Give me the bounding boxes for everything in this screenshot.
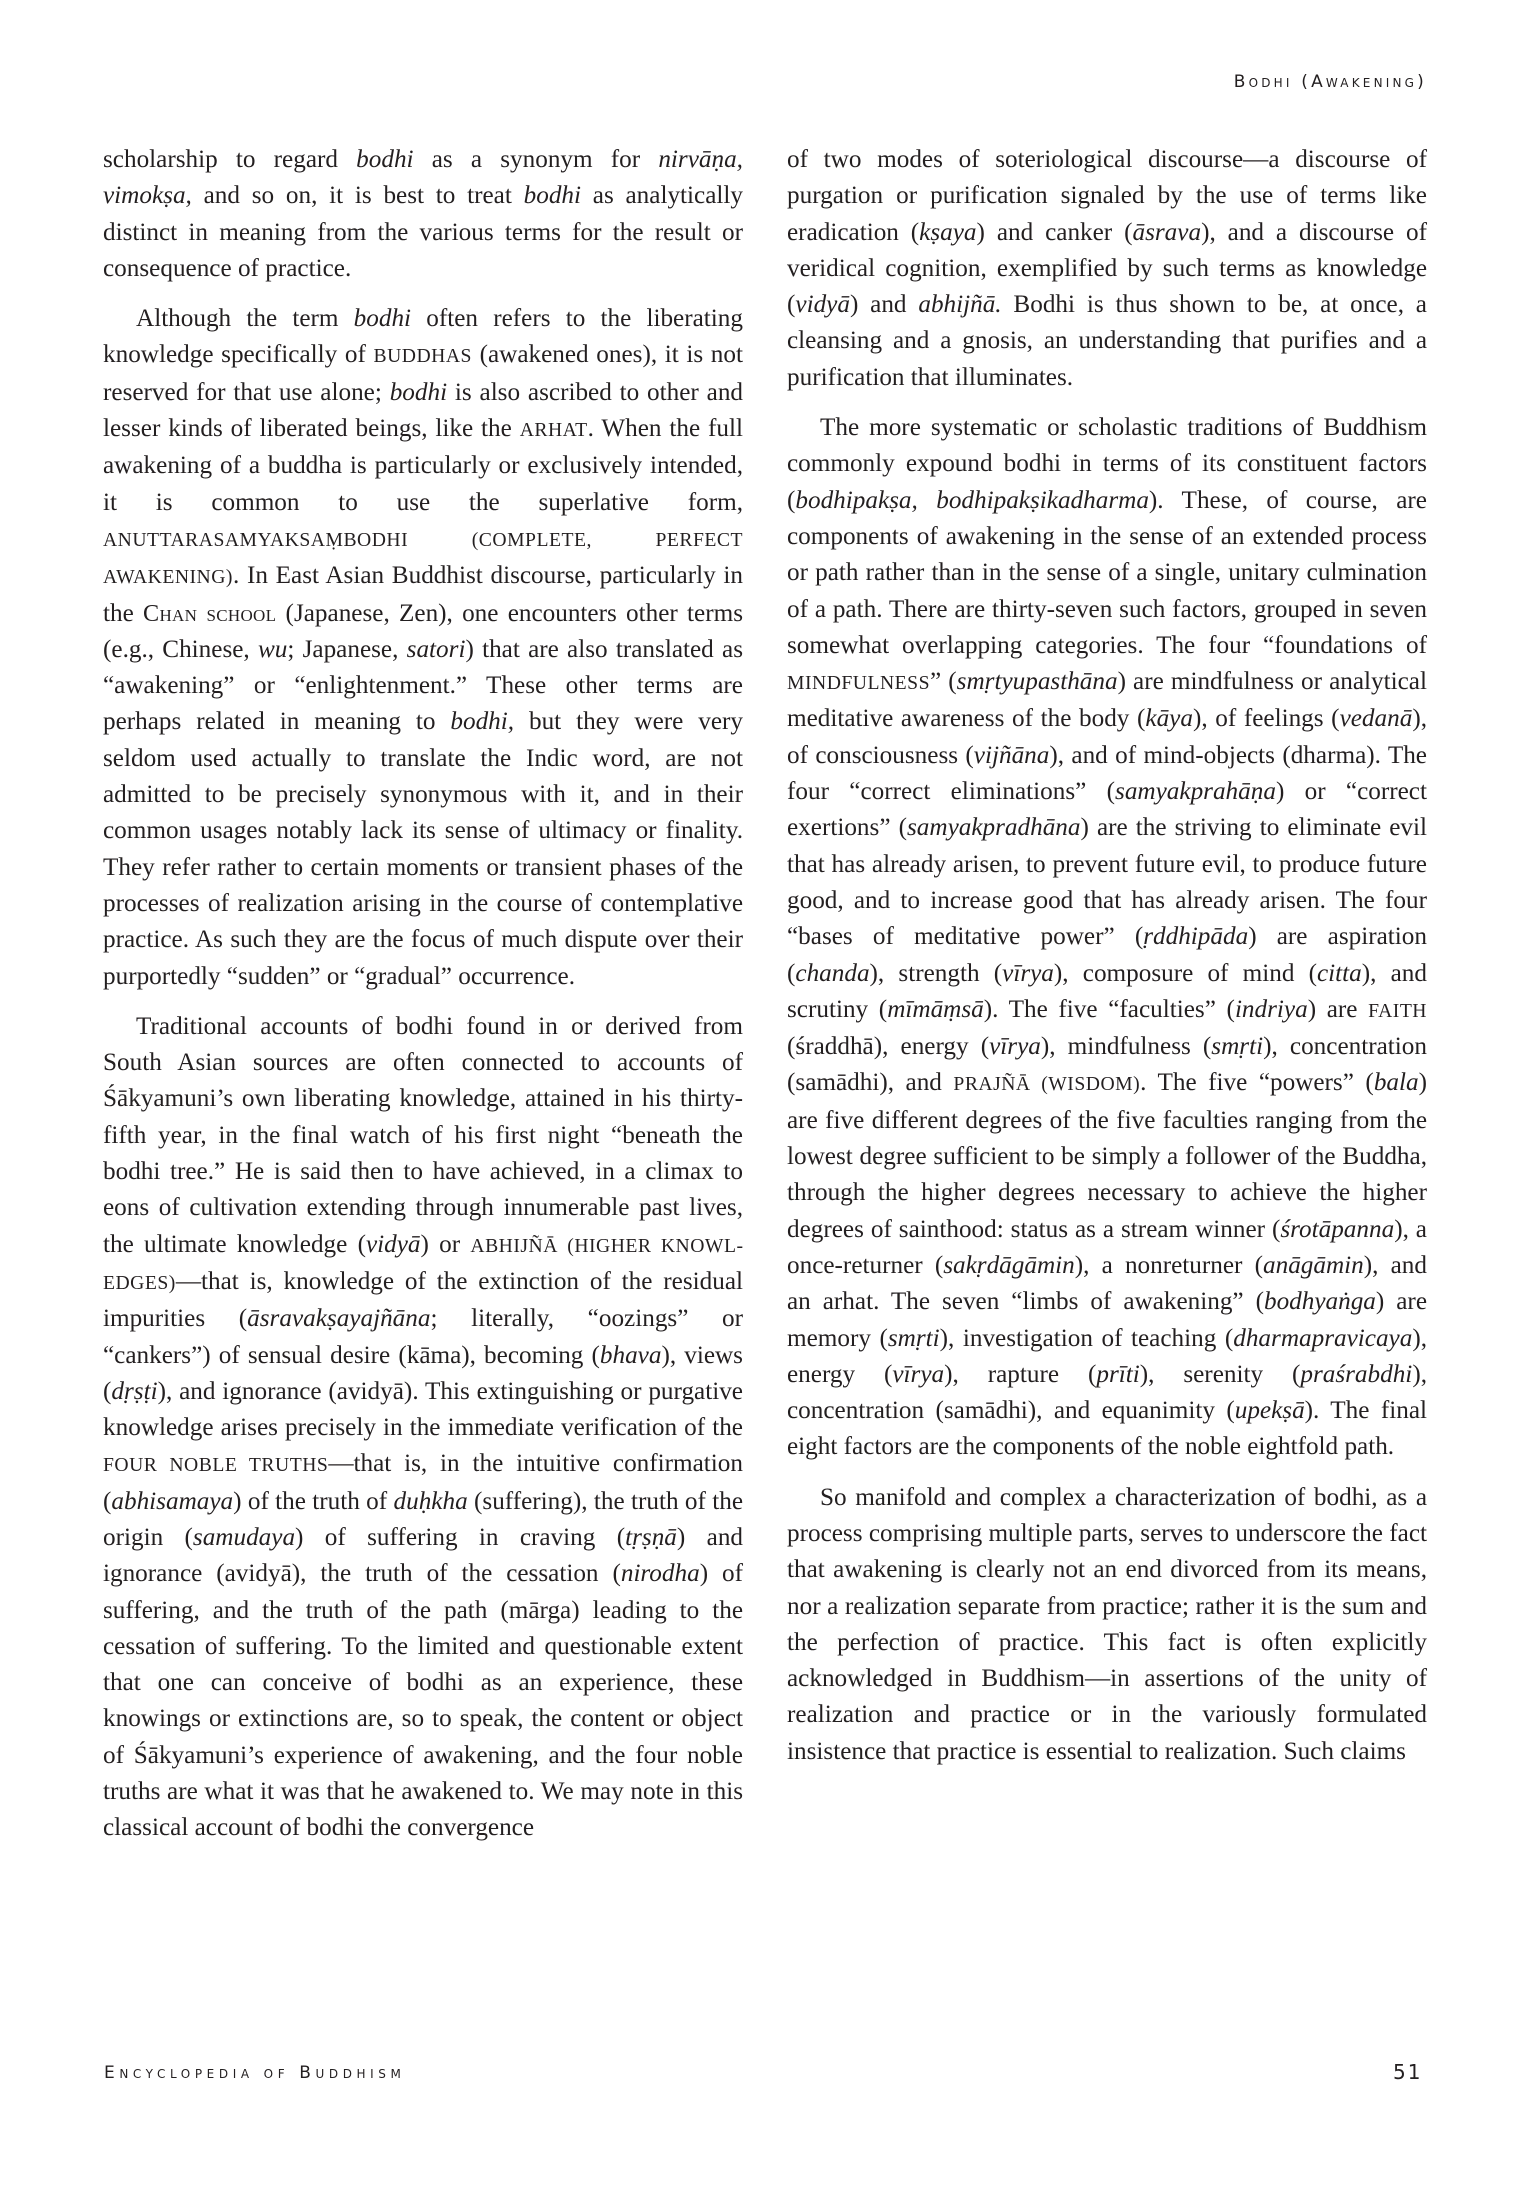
footer-book-title: Encyclopedia of Buddhism [104, 2063, 406, 2083]
text-run: ) that are also translated as “awakening” or “enlightenment.” These other terms are perhaps related in meaning to [103, 635, 743, 736]
text-run: (śraddhā), energy ( [787, 1033, 990, 1061]
italic-term: ṛddhipāda [1143, 923, 1249, 951]
text-run: ) are [1307, 995, 1369, 1023]
paragraph [787, 142, 1427, 396]
cross-reference-link[interactable]: MINDFULNESS [787, 672, 931, 695]
paragraph [103, 142, 743, 287]
text-run: ) are memory ( [787, 1288, 1427, 1352]
text-run: ) and ignorance (avidyā), the truth of the cessation ( [103, 1523, 744, 1588]
text-run: ). These, of course, are components of awakening in the sense of an extended process or path rather than in the sense of a single, unitary culmination of a path. There are thirty-seven such factors, grouped in seven somewhat overlapping categories. The four “foundations of [787, 486, 1427, 659]
text-run: ), a once-returner ( [787, 1215, 1427, 1279]
text-run: ), a nonreturner ( [1074, 1251, 1264, 1279]
cross-reference-link[interactable]: ABHIJÑĀ (HIGHER KNOWLEDGES) [103, 1234, 743, 1294]
italic-term: smṛti [1211, 1033, 1264, 1061]
page-number: 51 [1393, 2060, 1423, 2084]
italic-term: kāya [1145, 705, 1193, 733]
italic-term: nirvāṇa, vimokṣa, [103, 146, 743, 210]
text-run: ), investigation of teaching ( [939, 1324, 1234, 1352]
text-run: . When the full awakening of a buddha is particularly or exclusively intended, it is common to use the superlative form, [103, 415, 743, 516]
italic-term: vidyā [365, 1230, 421, 1258]
text-run: ), and scrutiny ( [787, 959, 1427, 1023]
text-run: ” ( [930, 668, 957, 696]
text-run: ) of suffering, and the truth of the path (mārga) leading to the cessation of suffering. To the limited and questionable extent that one can conceive of bodhi as an experience, these knowings or extinctions are, so to speak, the content or object of Śākyamuni’s experience of awakening, and the four noble truths are what it was that he awakened to. We may note in this classical account of bodhi the convergence [103, 1560, 743, 1842]
text-run: ; literally, “oozings” or “cankers”) of sensual desire (kāma), becoming ( [103, 1305, 743, 1369]
text-run: and so on, it is best to treat [191, 182, 524, 210]
italic-term: bala [1373, 1069, 1419, 1097]
italic-term: chanda [795, 959, 870, 987]
text-run: —that is, knowledge of the extinction of the residual impurities ( [103, 1267, 743, 1333]
paragraph [103, 1009, 743, 1847]
italic-term: wu [257, 635, 288, 663]
text-run: (Japanese, Zen), one encounters other terms (e.g., Chinese, [103, 599, 744, 663]
italic-term: sakṛdāgāmin [943, 1251, 1075, 1279]
text-run: ), rapture ( [944, 1360, 1097, 1388]
text-run: ) are mindfulness or analytical meditative awareness of the body ( [787, 668, 1427, 733]
italic-term: dharmapravicaya [1233, 1324, 1413, 1352]
text-run: So manifold and complex a characterization of bodhi, as a process comprising multiple parts, serves to underscore the fact that awakening is clearly not an end divorced from its means, nor a realization separate from practice; rather it is the sum and the perfection of practice. This fact is often explicitly acknowledged in Buddhism—in assertions of the unity of realization and practice or in the variously formulated insistence that practice is essential to realization. Such claims [787, 1483, 1427, 1765]
text-run: ), views ( [103, 1341, 743, 1405]
text-run: ; Japanese, [287, 635, 407, 663]
text-run: ), and a discourse of veridical cognition, exemplified by such terms as knowledge ( [787, 218, 1427, 319]
italic-term: bodhi [353, 305, 412, 333]
italic-term: bodhyaṅga [1263, 1288, 1376, 1316]
cross-reference-link[interactable]: BUDDHAS [373, 345, 472, 368]
italic-term: prīti [1096, 1360, 1140, 1388]
italic-term: bodhi [356, 146, 414, 173]
italic-term: vīrya [1002, 959, 1054, 987]
cross-reference-link[interactable]: ANUTTARASAMYAKSAṂBODHI (COMPLETE, PERFECT AWAKENING) [103, 528, 743, 589]
text-run: Traditional accounts of bodhi found in or derived from South Asian sources are often connected to accounts of Śākyamuni’s own liberating knowledge, attained in his thirty-fifth year, in the final watch of his first night “beneath the bodhi tree.” He is said then to have achieved, in a climax to eons of cultivation extending through innumerable past lives, the ultimate knowledge ( [103, 1012, 743, 1258]
text-run: ), energy ( [787, 1324, 1428, 1388]
running-head: Bodhi (Awakening) [1233, 72, 1427, 92]
text-run: ), composure of mind ( [1053, 959, 1317, 987]
italic-term: indriya [1234, 995, 1308, 1023]
text-run: ), and of mind-objects (dharma). The four “correct eliminations” ( [787, 741, 1427, 806]
italic-term: smṛtyupasthāna [956, 668, 1118, 696]
italic-term: vīrya [892, 1360, 945, 1388]
text-run: but they were very seldom used actually to translate the Indic word, are not admitted to be precisely synonymous with it, and in their common usages notably lack its sense of ultimacy or finality. They refer rather to certain moments or transient phases of the processes of realization arising in the course of contemplative practice. As such they are the focus of much dispute over their purportedly “sudden” or “gradual” occurrence. [103, 708, 743, 990]
italic-term: smṛti [887, 1324, 940, 1352]
italic-term: citta [1316, 959, 1362, 987]
text-run: ). The final eight factors are the components of the noble eightfold path. [787, 1397, 1427, 1461]
italic-term: vijñāna [973, 741, 1050, 769]
text-run: —that is, in the intuitive confirmation ( [103, 1450, 743, 1515]
text-run: ) or “correct exertions” ( [787, 778, 1427, 842]
italic-term: satori [406, 635, 466, 663]
text-run: ), mindfulness ( [1040, 1033, 1212, 1061]
text-run: ) of the truth of [233, 1487, 394, 1515]
text-run: as analytically distinct in meaning from the various terms for the result or consequence of practice. [103, 182, 743, 282]
text-run: . In East Asian Buddhist discourse, particularly in the [103, 562, 743, 627]
cross-reference-link[interactable]: FAITH [1368, 999, 1427, 1022]
italic-term: praśrabdhi [1300, 1360, 1413, 1388]
italic-term: vedanā [1339, 705, 1413, 733]
italic-term: āsravakṣayajñāna [247, 1305, 431, 1333]
italic-term: samyakprahāṇa [1115, 778, 1276, 806]
cross-reference-link[interactable]: Chan school [143, 599, 277, 627]
text-run: ) are five different degrees of the five faculties ranging from the lowest degree sufficient to be simply a follower of the Buddha, through the higher degrees necessary to achieve the higher degrees of sainthood: status as a stream winner ( [787, 1069, 1427, 1243]
paragraph [787, 1480, 1427, 1770]
paragraph [103, 301, 743, 995]
text-run: ), serenity ( [1139, 1360, 1301, 1388]
italic-term: bodhi [523, 182, 581, 210]
italic-term: upekṣā [1234, 1397, 1305, 1425]
text-run: ) are the striving to eliminate evil that has already arisen, to prevent future evil, to produce future good, and to increase good that has already arisen. The four “bases of meditative power” ( [787, 814, 1427, 951]
italic-term: bodhipakṣa, bodhipakṣikadharma [795, 486, 1149, 514]
text-run: ), concentration (samādhi), and [787, 1033, 1427, 1097]
italic-term: mīmāṃsā [887, 995, 984, 1023]
italic-term: abhisamaya [111, 1487, 234, 1515]
text-run: ) of suffering in craving ( [295, 1523, 626, 1551]
text-run: (suffering), the truth of the origin ( [103, 1487, 743, 1551]
italic-term: duḥkha [393, 1487, 468, 1515]
cross-reference-link[interactable]: PRAJÑĀ (WISDOM) [953, 1073, 1141, 1096]
text-run: Although the term [136, 305, 354, 333]
text-run: The more systematic or scholastic traditions of Buddhism commonly expound bodhi in terms of its constituent factors ( [787, 414, 1427, 514]
italic-term: vidyā [795, 291, 850, 319]
italic-term: tṛṣṇā [625, 1523, 677, 1551]
text-run: of two modes of soteriological discourse—a discourse of purgation or purification signaled by the use of terms like eradication ( [787, 146, 1427, 246]
text-run: ). The five “faculties” ( [983, 995, 1235, 1023]
text-run: ) and [849, 291, 919, 319]
text-run: ), of feelings ( [1192, 705, 1340, 733]
italic-term: samyakpradhāna [906, 814, 1081, 842]
text-run: often refers to the liberating knowledge specifically of [103, 305, 743, 369]
text-run: . The five “powers” ( [1140, 1069, 1374, 1097]
italic-term: bodhi, [450, 708, 515, 736]
text-run: ) or [420, 1230, 471, 1258]
text-run: ), of consciousness ( [787, 705, 1427, 769]
text-run: scholarship to regard [103, 146, 357, 173]
italic-term: śrotāpanna [1280, 1215, 1395, 1243]
text-run: ) and canker ( [976, 218, 1133, 246]
text-column-right [787, 142, 1427, 1770]
text-run: as a synonym for [413, 146, 659, 173]
italic-term: kṣaya [919, 218, 977, 246]
text-run: ), and an arhat. The seven “limbs of awakening” ( [787, 1251, 1427, 1316]
italic-term: vīrya [989, 1033, 1041, 1061]
cross-reference-link[interactable]: ARHAT [519, 419, 588, 442]
italic-term: bhava [599, 1341, 662, 1369]
text-column-left [103, 142, 743, 1847]
italic-term: bodhi [389, 378, 448, 406]
text-run: (awakened ones), it is not reserved for that use alone; [103, 341, 743, 406]
text-run: Bodhi is thus shown to be, at once, a cleansing and a gnosis, an understanding that purifies and a purification that illuminates. [787, 291, 1427, 391]
text-run: ), concentration (samādhi), and equanimity ( [787, 1360, 1427, 1425]
text-run: is also ascribed to other and lesser kinds of liberated beings, like the [103, 378, 744, 443]
text-run: ), strength ( [869, 959, 1003, 987]
text-run: ) are aspiration ( [787, 923, 1427, 987]
italic-term: anāgāmin [1263, 1251, 1364, 1279]
text-run: ), and ignorance (avidyā). This extinguishing or purgative knowledge arises precisely in the immediate verification of the [103, 1377, 743, 1442]
italic-term: samudaya [192, 1523, 296, 1551]
italic-term: abhijñā. [918, 291, 1002, 319]
italic-term: nirodha [620, 1560, 700, 1588]
paragraph [787, 410, 1427, 1466]
cross-reference-link[interactable]: FOUR NOBLE TRUTHS [103, 1454, 329, 1477]
italic-term: āsrava [1132, 218, 1202, 246]
italic-term: dṛṣṭi [111, 1377, 158, 1405]
